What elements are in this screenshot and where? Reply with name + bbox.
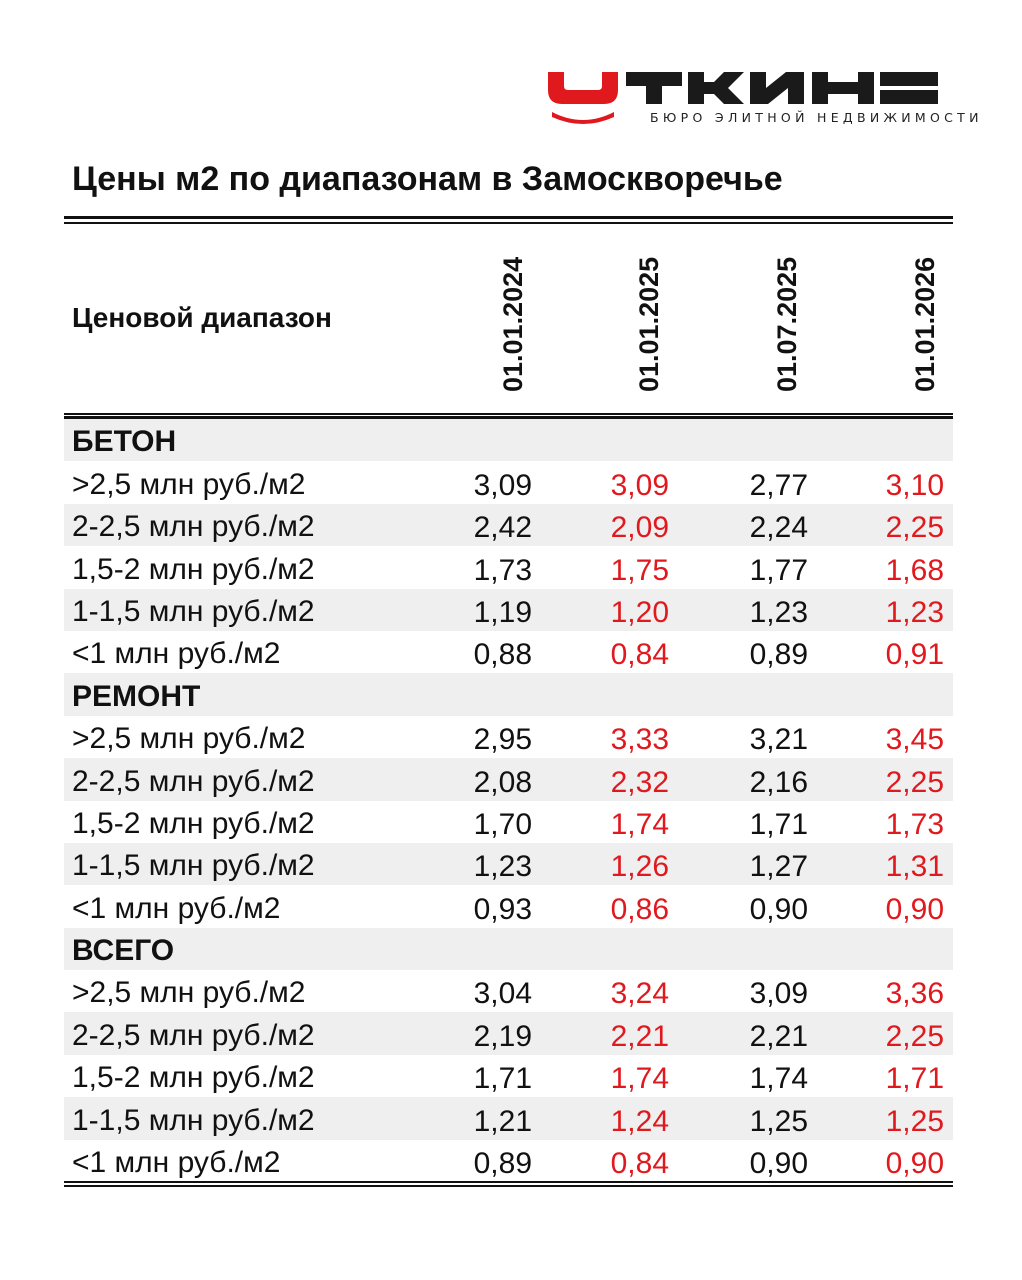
- price-cell: 2,25: [885, 765, 944, 799]
- price-cell: 1,19: [473, 595, 532, 629]
- range-label: >2,5 млн руб./м2: [72, 722, 306, 756]
- column-header: 01.01.2025: [634, 256, 664, 392]
- price-cell: 0,89: [749, 638, 808, 672]
- price-cell: 0,93: [473, 892, 532, 926]
- price-cell: 1,70: [473, 807, 532, 841]
- price-cell: 1,74: [749, 1062, 808, 1096]
- table-row: [64, 843, 953, 885]
- bottom-rule: [64, 1181, 953, 1183]
- range-label: 2-2,5 млн руб./м2: [72, 1018, 315, 1052]
- price-cell: 1,23: [885, 595, 944, 629]
- brand-logo: [546, 62, 983, 132]
- price-cell: 3,45: [885, 723, 944, 757]
- page-title: Цены м2 по диапазонам в Замоскворечье: [72, 160, 783, 198]
- section-row: [64, 419, 953, 461]
- range-label: 1-1,5 млн руб./м2: [72, 1103, 315, 1137]
- price-cell: 0,88: [473, 638, 532, 672]
- table-row: [64, 1140, 953, 1182]
- price-cell: 0,86: [610, 892, 669, 926]
- price-cell: 1,25: [749, 1104, 808, 1138]
- table-row: [64, 1055, 953, 1097]
- price-cell: 2,21: [610, 1019, 669, 1053]
- price-cell: 2,25: [885, 1019, 944, 1053]
- top-rule-thin: [64, 222, 953, 224]
- price-cell: 1,26: [610, 850, 669, 884]
- range-label: >2,5 млн руб./м2: [72, 467, 306, 501]
- price-cell: 1,27: [749, 850, 808, 884]
- table-row: [64, 885, 953, 927]
- price-cell: 0,84: [610, 638, 669, 672]
- top-rule: [64, 216, 953, 219]
- price-cell: 0,89: [473, 1147, 532, 1181]
- price-cell: 3,09: [749, 977, 808, 1011]
- price-cell: 1,21: [473, 1104, 532, 1138]
- range-label: >2,5 млн руб./м2: [72, 976, 306, 1010]
- price-cell: 2,16: [749, 765, 808, 799]
- price-cell: 1,31: [885, 850, 944, 884]
- table-row: [64, 461, 953, 503]
- table-row: [64, 758, 953, 800]
- price-cell: 3,36: [885, 977, 944, 1011]
- table-row: [64, 1012, 953, 1054]
- price-cell: 1,73: [473, 553, 532, 587]
- price-cell: 2,09: [610, 511, 669, 545]
- price-cell: 0,90: [885, 1147, 944, 1181]
- price-cell: 0,90: [749, 1147, 808, 1181]
- table-row: [64, 631, 953, 673]
- table-row: [64, 970, 953, 1012]
- price-cell: 1,74: [610, 1062, 669, 1096]
- price-cell: 1,71: [749, 807, 808, 841]
- price-cell: 1,24: [610, 1104, 669, 1138]
- price-cell: 3,04: [473, 977, 532, 1011]
- range-label: 1,5-2 млн руб./м2: [72, 1061, 315, 1095]
- price-cell: 0,90: [749, 892, 808, 926]
- price-cell: 2,42: [473, 511, 532, 545]
- price-cell: 2,19: [473, 1019, 532, 1053]
- price-cell: 2,77: [749, 468, 808, 502]
- price-cell: 2,95: [473, 723, 532, 757]
- table-row: [64, 801, 953, 843]
- price-cell: 2,25: [885, 511, 944, 545]
- price-cell: 1,71: [885, 1062, 944, 1096]
- price-cell: 2,21: [749, 1019, 808, 1053]
- price-cell: 2,24: [749, 511, 808, 545]
- range-label: 1-1,5 млн руб./м2: [72, 594, 315, 628]
- price-cell: 0,91: [885, 638, 944, 672]
- price-cell: 1,20: [610, 595, 669, 629]
- price-cell: 1,71: [473, 1062, 532, 1096]
- range-label: 1-1,5 млн руб./м2: [72, 849, 315, 883]
- price-cell: 0,90: [885, 892, 944, 926]
- range-label: 1,5-2 млн руб./м2: [72, 806, 315, 840]
- price-cell: 1,23: [749, 595, 808, 629]
- price-cell: 1,74: [610, 807, 669, 841]
- price-cell: 3,24: [610, 977, 669, 1011]
- table-row: [64, 1097, 953, 1139]
- row-header-label: Ценовой диапазон: [72, 302, 332, 333]
- section-row: [64, 928, 953, 970]
- section-label: РЕМОНТ: [72, 679, 201, 713]
- price-cell: 2,32: [610, 765, 669, 799]
- range-label: 1,5-2 млн руб./м2: [72, 552, 315, 586]
- bottom-rule-thick: [64, 1185, 953, 1187]
- table-row: [64, 504, 953, 546]
- brand-tagline: БЮРО ЭЛИТНОЙ НЕДВИЖИМОСТИ: [650, 110, 983, 125]
- price-cell: 3,09: [473, 468, 532, 502]
- price-cell: 3,10: [885, 468, 944, 502]
- range-label: <1 млн руб./м2: [72, 637, 281, 671]
- price-cell: 0,84: [610, 1147, 669, 1181]
- column-header: 01.01.2026: [910, 256, 940, 392]
- price-cell: 3,09: [610, 468, 669, 502]
- price-cell: 1,68: [885, 553, 944, 587]
- price-cell: 1,75: [610, 553, 669, 587]
- price-cell: 1,73: [885, 807, 944, 841]
- header-rule: [64, 413, 953, 415]
- price-cell: 1,77: [749, 553, 808, 587]
- range-label: 2-2,5 млн руб./м2: [72, 764, 315, 798]
- price-table: [64, 419, 953, 1182]
- table-row: [64, 589, 953, 631]
- column-header: 01.01.2024: [498, 256, 528, 392]
- section-label: ВСЕГО: [72, 934, 175, 968]
- range-label: <1 млн руб./м2: [72, 891, 281, 925]
- range-label: 2-2,5 млн руб./м2: [72, 510, 315, 544]
- price-cell: 3,21: [749, 723, 808, 757]
- price-cell: 2,08: [473, 765, 532, 799]
- table-row: [64, 716, 953, 758]
- price-cell: 1,23: [473, 850, 532, 884]
- table-row: [64, 546, 953, 588]
- price-cell: 3,33: [610, 723, 669, 757]
- section-label: БЕТОН: [72, 425, 177, 459]
- range-label: <1 млн руб./м2: [72, 1146, 281, 1180]
- section-row: [64, 673, 953, 715]
- column-header: 01.07.2025: [772, 256, 802, 392]
- price-cell: 1,25: [885, 1104, 944, 1138]
